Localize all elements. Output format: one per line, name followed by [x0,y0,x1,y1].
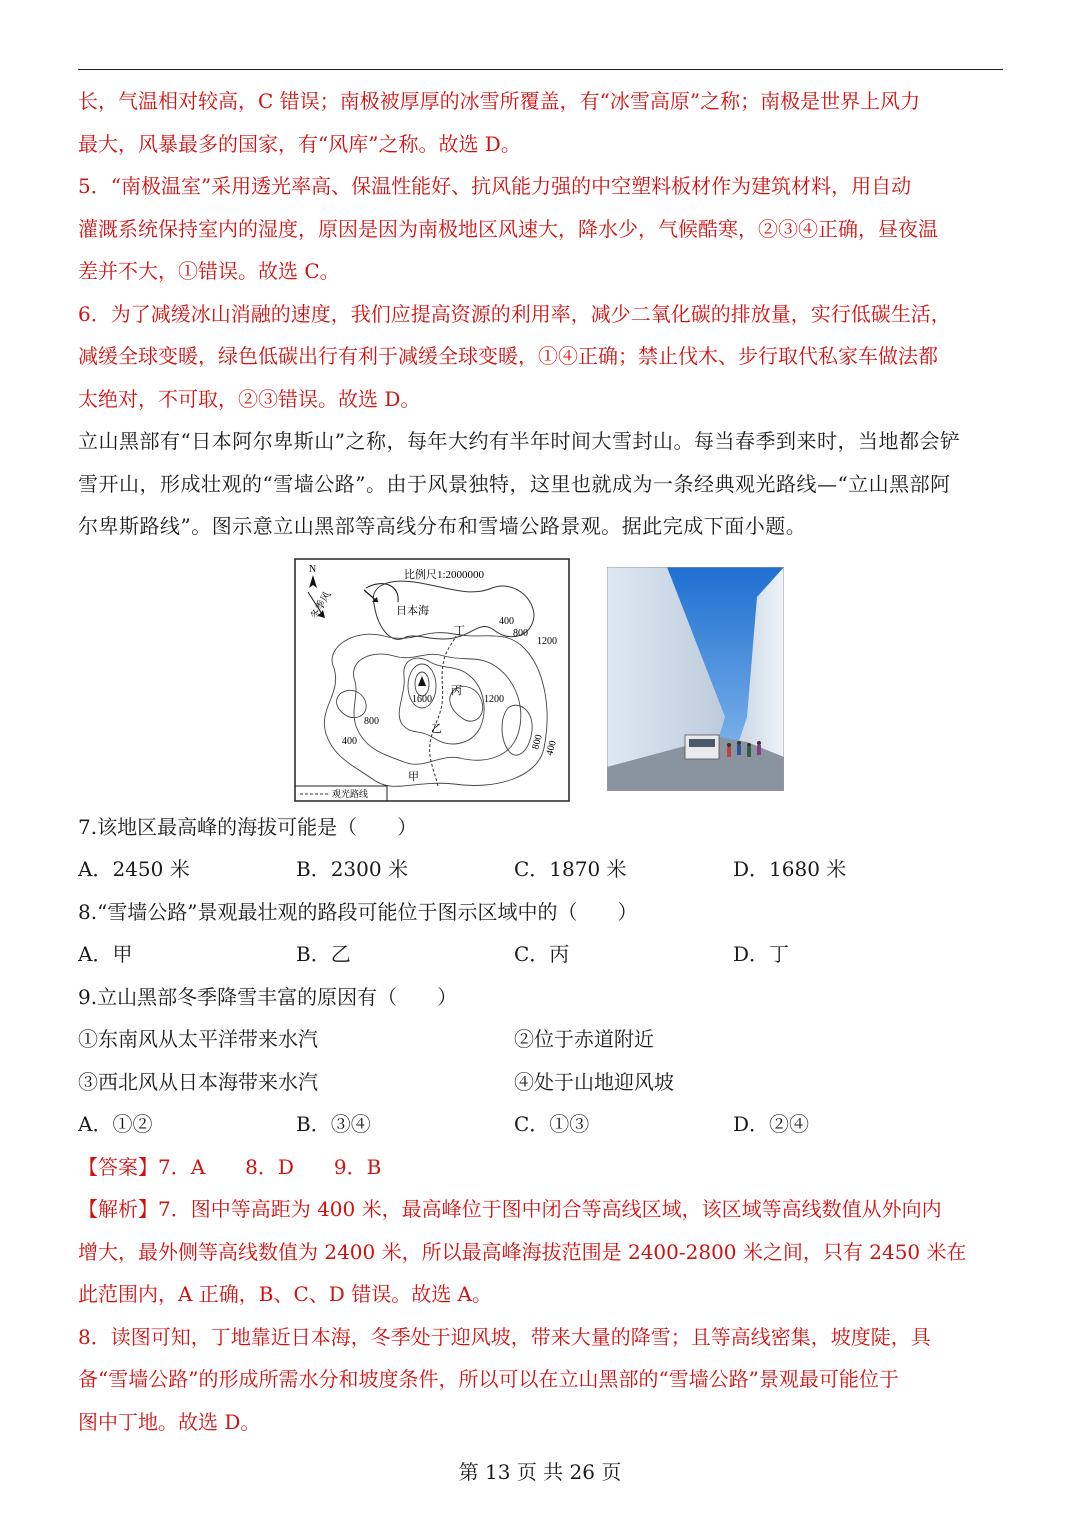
explanation-5-line-3: 差并不大，①错误。故选 C。 [78,259,340,283]
question-9-item-4: ④处于山地迎风坡 [514,1069,674,1094]
page-footer: 第 13 页 共 26 页 [458,1460,622,1484]
analysis-line-2: 增大，最外侧等高线数值为 2400 米，所以最高峰海拔范围是 2400-2800 米之间，只有 2450 米在 [78,1239,967,1264]
explanation-8-line-2: 备“雪墙公路”的形成所需水分和坡度条件，所以可以在立山黑部的“雪墙公路”景观最可能位于 [78,1367,899,1391]
question-8-stem: 8.“雪墙公路”景观最壮观的路段可能位于图示区域中的（ ） [78,899,638,924]
explanation-8-line-3: 图中丁地。故选 D。 [78,1409,261,1434]
question-8-options [78,933,1003,976]
question-8-option-b: B．乙 [296,942,351,966]
explanation-5-line-1: 5．“南极温室”采用透光率高、保温性能好、抗风能力强的中空塑料板材作为建筑材料，用自动 [78,174,912,198]
explanation-6-line-2: 减缓全球变暖，绿色低碳出行有利于减缓全球变暖，①④正确；禁止伐木、步行取代私家车做法都 [78,344,938,368]
point-yi: 乙 [431,722,442,735]
question-9-item-3: ③西北风从日本海带来水汽 [78,1069,318,1094]
question-7-option-c: C．1870 米 [514,857,627,881]
question-9-item-2: ②位于赤道附近 [514,1027,654,1051]
question-9-item-1: ①东南风从太平洋带来水汽 [78,1027,318,1051]
contour-label: 400 [499,615,514,627]
answer-line [78,1146,1003,1189]
contour-label: 800 [530,732,545,751]
map-scale: 比例尺1:2000000 [404,568,485,581]
material-line-1: 立山黑部有“日本阿尔卑斯山”之称，每年大约有半年时间大雪封山。每当春季到来时，当地都会铲 [78,429,961,453]
figures-row [78,548,1003,806]
page-content [78,80,1003,1443]
question-9-option-b: B．③④ [296,1112,371,1136]
explanation-6-line-1: 6．为了减缓冰山消融的速度，我们应提高资源的利用率，减少二氧化碳的排放量，实行低碳生活， [78,301,951,326]
point-ding: 丁 [454,624,465,637]
prev-explanation-line-1: 长，气温相对较高，C 错误；南极被厚厚的冰雪所覆盖，有“冰雪高原”之称；南极是世界上风力 [78,89,921,113]
legend-label: 观光路线 [332,788,369,799]
contour-label: 1200 [537,635,557,647]
question-8-option-a: A．甲 [78,942,133,966]
question-8-option-c: C．丙 [514,942,570,966]
contour-label: 800 [364,715,379,727]
question-9-option-a: A．①② [78,1112,153,1136]
analysis-line-3: 此范围内，A 正确，B、C、D 错误。故选 A。 [78,1282,492,1306]
material-line-3: 尔卑斯路线”。图示意立山黑部等高线分布和雪墙公路景观。据此完成下面小题。 [78,514,807,538]
contour-label: 1600 [412,693,432,705]
question-8-option-d: D．丁 [733,942,790,966]
header-rule [78,69,1003,70]
material-line-2: 雪开山，形成壮观的“雪墙公路”。由于风景独特，这里也就成为一条经典观光路线—“立山黑部阿 [78,471,951,496]
explanation-8-line-1: 8．读图可知，丁地靠近日本海，冬季处于迎风坡，带来大量的降雪；且等高线密集，坡度陡，具 [78,1324,931,1349]
contour-label: 400 [544,738,559,757]
explanation-6-line-3: 太绝对，不可取，②③错误。故选 D。 [78,386,421,411]
snow-wall-photo [607,567,784,791]
question-9-items-row-2 [78,1061,1003,1104]
question-7-option-a: A．2450 米 [78,857,190,881]
explanation-5-line-2: 灌溉系统保持室内的湿度，原因是因为南极地区风速大，降水少，气候酷寒，②③④正确，昼夜温 [78,216,938,241]
winter-wind-label: 冬季风 [309,589,334,621]
question-9-stem: 9.立山黑部冬季降雪丰富的原因有（ ） [78,984,458,1009]
answer-tag: 【答案】 [78,1154,158,1179]
answer-text: 7．A 8．D 9．B [158,1154,382,1179]
analysis-line-1 [78,1188,1003,1231]
question-9-option-c: C．①③ [514,1112,590,1136]
prev-explanation-line-2: 最大，风暴最多的国家，有“风库”之称。故选 D。 [78,131,521,156]
north-label: N [309,563,317,575]
question-7-option-b: B．2300 米 [296,857,408,881]
question-7-options [78,848,1003,891]
contour-label: 400 [342,735,357,747]
point-bing: 丙 [451,684,462,697]
contour-label: 800 [513,627,528,639]
point-jia: 甲 [408,770,419,783]
question-7-stem: 7.该地区最高峰的海拔可能是（ ） [78,814,418,839]
question-9-items-row-1 [78,1018,1003,1061]
analysis-text-1: 7．图中等高距为 400 米，最高峰位于图中闭合等高线区域，该区域等高线数值从外向内 [158,1197,942,1221]
question-9-options [78,1103,1003,1146]
question-9-option-d: D．②④ [733,1112,810,1136]
question-7-option-d: D．1680 米 [733,857,847,881]
analysis-tag: 【解析】 [78,1197,158,1221]
contour-label: 1200 [484,693,504,705]
contour-map [294,558,570,802]
sea-label: 日本海 [396,604,429,617]
